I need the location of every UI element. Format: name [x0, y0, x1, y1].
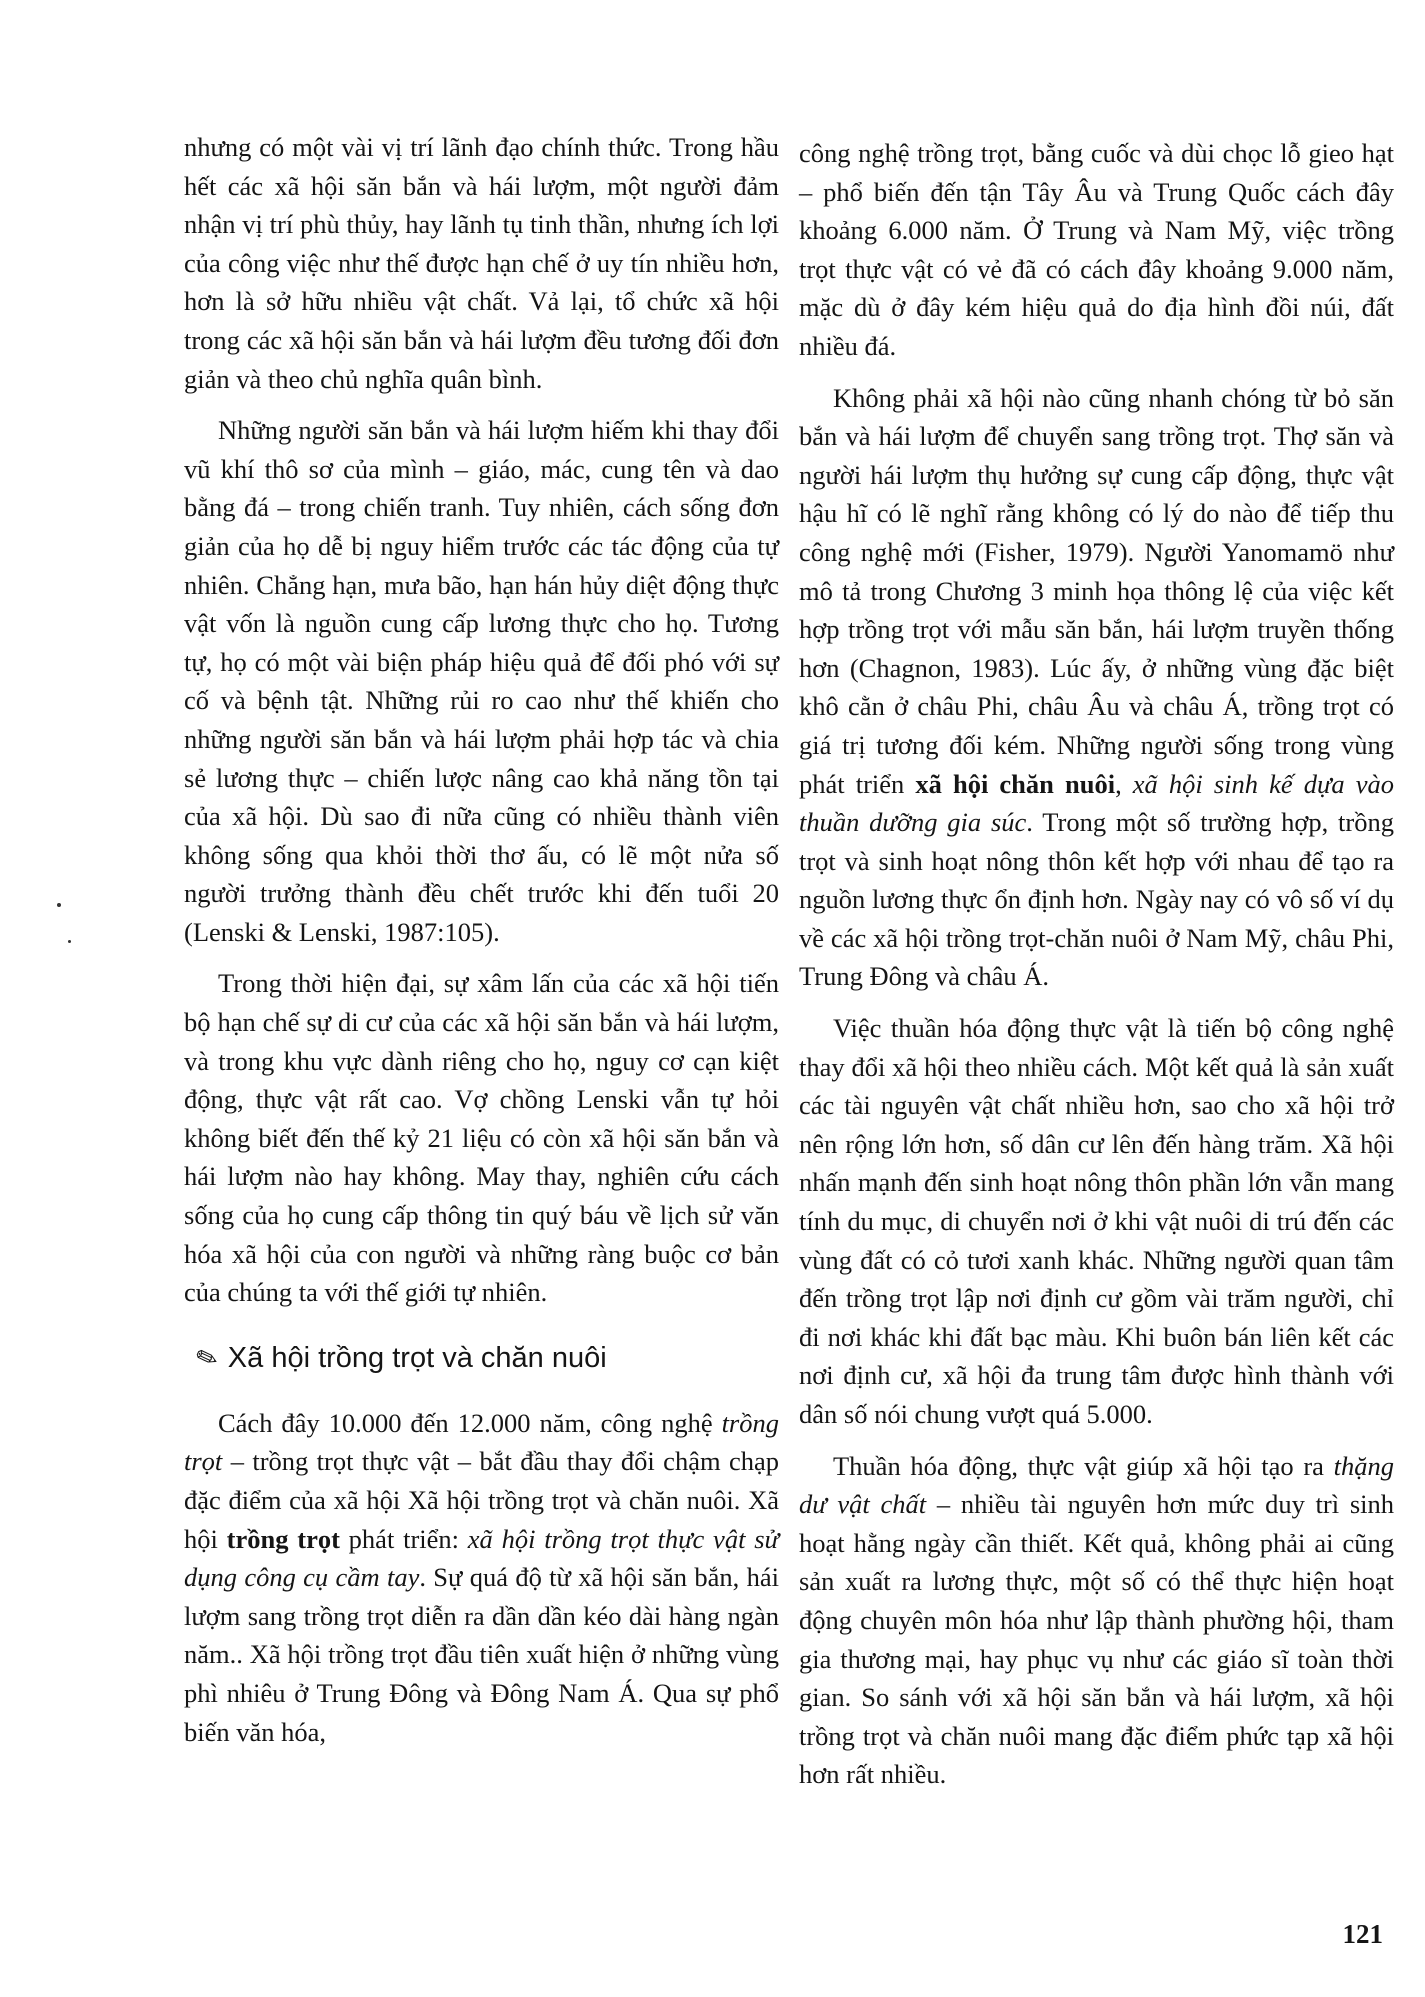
text-span: . Trong một số trường hợp, trồng trọt và sinh hoạt nông thôn kết hợp với nhau để tạo ra nguồn lương thực ổn định hơn. Ngày nay có vô số ví dụ về các xã hội trồng trọt-chăn nuôi ở Nam Mỹ, châu Phi, Trung Đông và châu Á.: [799, 807, 1394, 992]
italic-definition: xã hội trồng trọt thực vật sử dụng công cụ cầm tay: [184, 1523, 779, 1593]
text-span: ,: [1115, 768, 1133, 799]
pencil-icon: ✎: [191, 1339, 223, 1376]
paragraph: Trong thời hiện đại, sự xâm lấn của các xã hội tiến bộ hạn chế sự di cư của các xã hội săn bắn và hái lượm, và trong khu vực dành riêng cho họ, nguy cơ cạn kiệt động, thực vật rất cao. Vợ chồng Lenski vẫn tự hỏi không biết đến thế kỷ 21 liệu có còn xã hội săn bắn và hái lượm nào hay không. May thay, nghiên cứu cách sống của họ cung cấp thông tin quý báu về lịch sử văn hóa xã hội của con người và những ràng buộc cơ bản của chúng ta với thế giới tự nhiên.: [184, 968, 779, 1308]
scan-speck: [57, 903, 61, 907]
paragraph: [799, 1447, 1394, 1794]
section-heading: [191, 1338, 779, 1378]
paragraph: [184, 1404, 779, 1751]
text-span: – nhiều tài nguyên hơn mức duy trì sinh hoạt hằng ngày cần thiết. Kết quả, không phải ai cũng sản xuất ra lương thực, một số có thể thực hiện hoạt động chuyên môn hóa như lập thành phường hội, tham gia thương mại, hay phục vụ như các giáo sĩ toàn thời gian. So sánh với xã hội săn bắn và hái lượm, xã hội trồng trọt và chăn nuôi mang đặc điểm phức tạp xã hội hơn rất nhiều.: [799, 1489, 1394, 1790]
bold-term: trồng trọt: [226, 1523, 340, 1554]
text-span: . Sự quá độ từ xã hội săn bắn, hái lượm sang trồng trọt diễn ra dần dần kéo dài hàng ngàn năm.. Xã hội trồng trọt đầu tiên xuất hiện ở những vùng phì nhiêu ở Trung Đông và Đông Nam Á. Qua sự phổ biến văn hóa,: [184, 1562, 779, 1747]
paragraph: [799, 379, 1394, 997]
text-span: Thuần hóa động, thực vật giúp xã hội tạo ra: [833, 1450, 1334, 1481]
paragraph: công nghệ trồng trọt, bằng cuốc và dùi chọc lỗ gieo hạt – phổ biến đến tận Tây Âu và Trung Quốc cách đây khoảng 6.000 năm. Ở Trung và Nam Mỹ, việc trồng trọt thực vật có vẻ đã có cách đây khoảng 9.000 năm, mặc dù ở đây kém hiệu quả do địa hình đồi núi, đất nhiều đá.: [799, 138, 1394, 361]
right-column: [799, 134, 1394, 1807]
bold-term: xã hội chăn nuôi: [915, 768, 1116, 799]
left-column: [184, 128, 779, 1764]
section-heading-text: Xã hội trồng trọt và chăn nuôi: [227, 1341, 607, 1374]
text-span: Cách đây 10.000 đến 12.000 năm, công nghệ: [218, 1407, 722, 1438]
scan-speck: [68, 940, 71, 943]
text-span: phát triển:: [339, 1523, 468, 1554]
text-span: – trồng trọt thực vật – bắt đầu thay đổi chậm chạp đặc điểm của xã hội Xã hội trồng trọt và chăn nuôi. Xã hội: [184, 1446, 779, 1554]
text-span: Không phải xã hội nào cũng nhanh chóng từ bỏ săn bắn và hái lượm để chuyển sang trồng trọt. Thợ săn và người hái lượm thụ hưởng sự cung cấp động, thực vật hậu hĩ có lẽ nghĩ rằng không có lý do nào để tiếp thu công nghệ mới (Fisher, 1979). Người Yanomamö như mô tả trong Chương 3 minh họa thông lệ của việc kết hợp trồng trọt với mẫu săn bắn, hái lượm truyền thống hơn (Chagnon, 1983). Lúc ấy, ở những vùng đặc biệt khô cằn ở châu Phi, châu Âu và châu Á, trồng trọt có giá trị tương đối kém. Những người sống trong vùng phát triển: [799, 382, 1394, 799]
paragraph: nhưng có một vài vị trí lãnh đạo chính thức. Trong hầu hết các xã hội săn bắn và hái lượm, một người đảm nhận vị trí phù thủy, hay lãnh tụ tinh thần, nhưng ích lợi của công việc như thế được hạn chế ở uy tín nhiều hơn, hơn là sở hữu nhiều vật chất. Vả lại, tổ chức xã hội trong các xã hội săn bắn và hái lượm đều tương đối đơn giản và theo chủ nghĩa quân bình.: [184, 132, 779, 394]
italic-term: trồng trọt: [184, 1407, 779, 1477]
italic-definition: xã hội sinh kế dựa vào thuần dưỡng gia súc: [799, 768, 1395, 838]
paragraph: Những người săn bắn và hái lượm hiếm khi thay đổi vũ khí thô sơ của mình – giáo, mác, cung tên và dao bằng đá – trong chiến tranh. Tuy nhiên, cách sống đơn giản của họ dễ bị nguy hiểm trước các tác động của tự nhiên. Chẳng hạn, mưa bão, hạn hán hủy diệt động thực vật vốn là nguồn cung cấp lương thực cho họ. Tương tự, họ có một vài biện pháp hiệu quả để đối phó với sự cố và bệnh tật. Những rủi ro cao như thế khiến cho những người săn bắn và hái lượm phải hợp tác và chia sẻ lương thực – chiến lược nâng cao khả năng tồn tại của xã hội. Dù sao đi nữa cũng có nhiều thành viên không sống qua khỏi thời thơ ấu, có lẽ một nửa số người trưởng thành đều chết trước khi đến tuổi 20 (Lenski & Lenski, 1987:105).: [184, 415, 779, 947]
italic-term: thặng dư vật chất: [799, 1450, 1394, 1520]
page-number: 121: [1342, 1919, 1383, 1949]
paragraph: Việc thuần hóa động thực vật là tiến bộ công nghệ thay đổi xã hội theo nhiều cách. Một kết quả là sản xuất các tài nguyên vật chất nhiều hơn, sao cho xã hội trở nên rộng lớn hơn, số dân cư lên đến hàng trăm. Xã hội nhấn mạnh đến sinh hoạt nông thôn phần lớn vẫn mang tính du mục, di chuyển nơi ở khi vật nuôi di trú đến các vùng đất có cỏ tươi xanh khác. Những người quan tâm đến trồng trọt lập nơi định cư gồm vài trăm người, chỉ đi nơi khác khi đất bạc màu. Khi buôn bán liên kết các nơi định cư, xã hội đa trung tâm được hình thành với dân số nói chung vượt quá 5.000.: [799, 1013, 1394, 1429]
